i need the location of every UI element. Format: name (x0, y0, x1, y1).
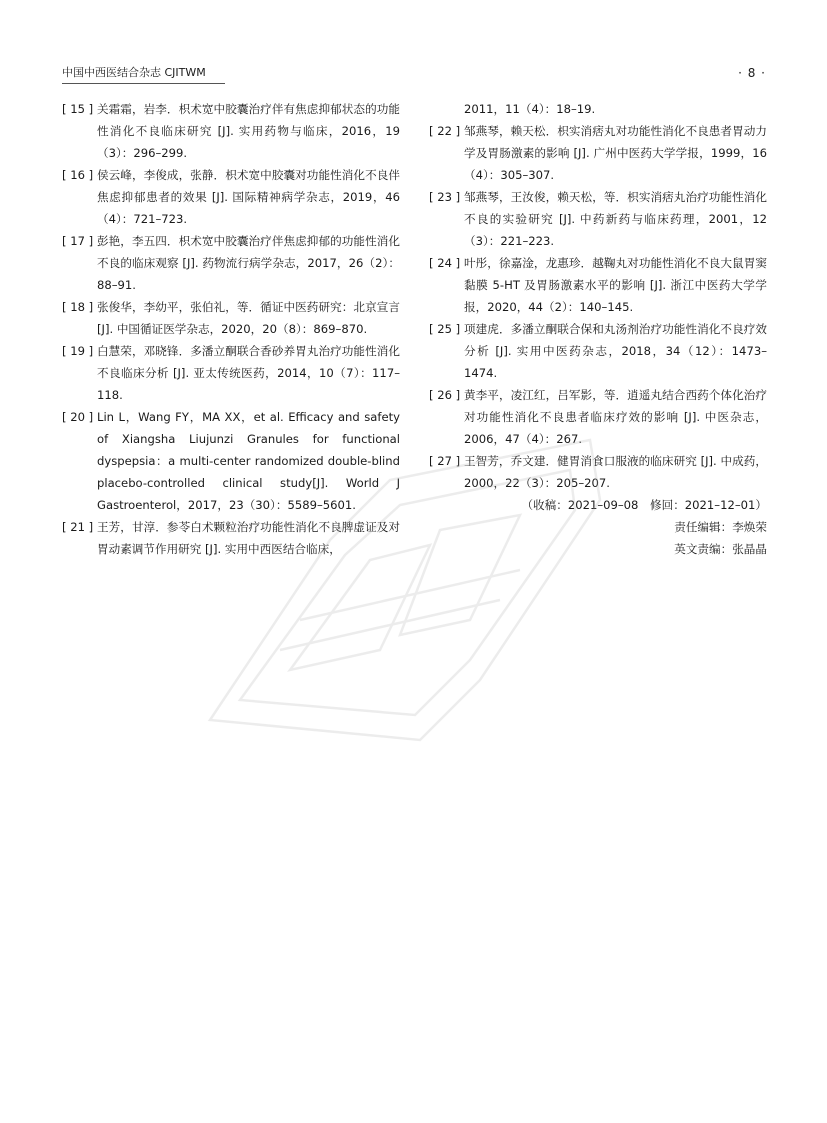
reference-text: 白慧荣，邓晓锋．多潘立酮联合香砂养胃丸治疗功能性消化不良临床分析 [J]. 亚太传统医药，2014，10（7）：117–118. (97, 344, 400, 402)
reference-text: 关霜霜，岩李．枳术宽中胶囊治疗伴有焦虑抑郁状态的功能性消化不良临床研究 [J]. 实用药物与临床，2016，19（3）：296–299. (97, 102, 400, 160)
reference-number: [ 27 ] (429, 454, 461, 468)
reference-continuation: 2011，11（4）：18–19. (464, 102, 596, 116)
reference-item (62, 230, 400, 296)
responsible-editor: 责任编辑：李焕荣 (674, 520, 767, 534)
reference-item (62, 296, 400, 340)
reference-item (429, 186, 767, 252)
reference-number: [ 26 ] (429, 388, 461, 402)
left-column (62, 98, 400, 560)
reference-item (429, 120, 767, 186)
reference-text: 张俊华，李幼平，张伯礼，等．循证中医药研究：北京宣言 [J]. 中国循证医学杂志，2020，20（8）：869–870. (97, 300, 400, 336)
running-header (62, 66, 768, 84)
reference-item (62, 98, 400, 164)
english-editor: 英文责编：张晶晶 (674, 542, 767, 556)
reference-text: 王芳，甘淳．参苓白术颗粒治疗功能性消化不良脾虚证及对胃动素调节作用研究 [J]. 实用中西医结合临床， (97, 520, 400, 556)
reference-text: 侯云峰，李俊成，张静．枳术宽中胶囊对功能性消化不良伴焦虑抑郁患者的效果 [J]. 国际精神病学杂志，2019，46（4）：721–723. (97, 168, 400, 226)
reference-item (429, 252, 767, 318)
reference-text: 黄李平，凌江红，吕军影，等．逍遥丸结合西药个体化治疗对功能性消化不良患者临床疗效的影响 [J]. 中医杂志，2006，47（4）：267. (464, 388, 767, 446)
reference-text: 彭艳，李五四．枳术宽中胶囊治疗伴焦虑抑郁的功能性消化不良的临床观察 [J]. 药物流行病学杂志，2017，26（2）：88–91. (97, 234, 400, 292)
reference-number: [ 16 ] (62, 168, 94, 182)
reference-number: [ 20 ] (62, 410, 94, 424)
reference-text: Lin L，Wang FY，MA XX，et al. Efficacy and safety of Xiangsha Liujunzi Granules for functional dyspepsia：a multi-center randomized double-blind placebo-controlled clinical study[J]. World J Gastroenterol，2017，23（30）：5589–5601. (97, 410, 400, 512)
reference-text: 项建虎．多潘立酮联合保和丸汤剂治疗功能性消化不良疗效分析 [J]. 实用中医药杂志，2018，34（12）：1473–1474. (464, 322, 767, 380)
reference-number: [ 15 ] (62, 102, 94, 116)
reference-item (429, 318, 767, 384)
reference-text: 王智芳，乔文建．健胃消食口服液的临床研究 [J]. 中成药，2000，22（3）：205–207. (464, 454, 767, 490)
reference-number: [ 19 ] (62, 344, 94, 358)
received-dates: （收稿：2021–09–08 修回：2021–12–01） (521, 498, 767, 512)
reference-number: [ 21 ] (62, 520, 94, 534)
reference-item (429, 384, 767, 450)
reference-item (62, 164, 400, 230)
reference-item (62, 516, 400, 560)
reference-number: [ 22 ] (429, 124, 461, 138)
right-column (429, 98, 767, 560)
reference-item (62, 406, 400, 516)
reference-text: 邹燕琴，王汝俊，赖天松，等．枳实消痞丸治疗功能性消化不良的实验研究 [J]. 中药新药与临床药理，2001，12（3）：221–223. (464, 190, 767, 248)
reference-number: [ 17 ] (62, 234, 94, 248)
reference-number: [ 18 ] (62, 300, 94, 314)
reference-item (62, 340, 400, 406)
reference-text: 叶彤，徐嘉淦，龙惠珍．越鞠丸对功能性消化不良大鼠胃窦黏膜 5-HT 及胃肠激素水平的影响 [J]. 浙江中医药大学学报，2020，44（2）：140–145. (464, 256, 767, 314)
reference-text: 邹燕琴，赖天松．枳实消痞丸对功能性消化不良患者胃动力学及胃肠激素的影响 [J]. 广州中医药大学学报，1999，16（4）：305–307. (464, 124, 767, 182)
reference-number: [ 23 ] (429, 190, 461, 204)
reference-item (429, 450, 767, 494)
reference-number: [ 24 ] (429, 256, 461, 270)
reference-number: [ 25 ] (429, 322, 461, 336)
page-number: · 8 · (738, 66, 766, 80)
journal-title: 中国中西医结合杂志 CJITWM (62, 66, 225, 84)
